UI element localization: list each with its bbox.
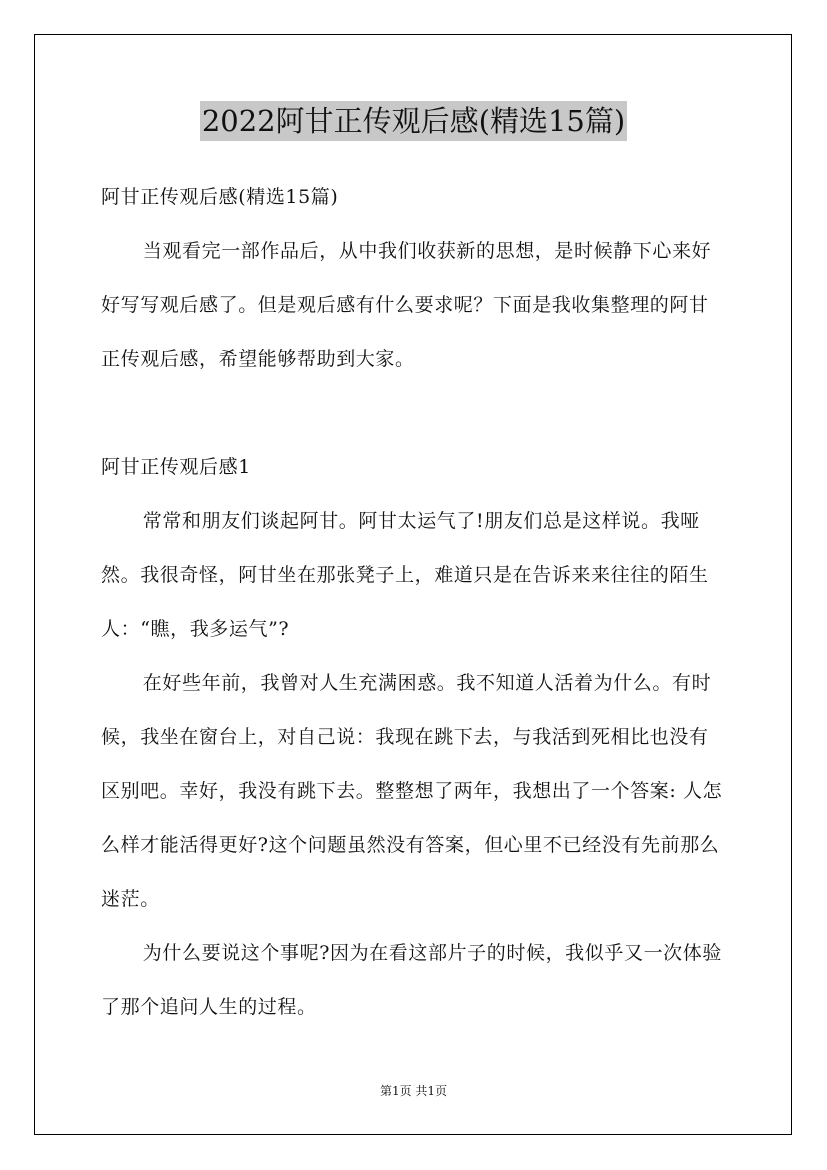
body-paragraph-3: 为什么要说这个事呢?因为在看这部片子的时候，我似乎又一次体验了那个追问人生的过程。: [101, 942, 722, 1018]
title-container: [0, 101, 827, 141]
intro-paragraph: 当观看完一部作品后，从中我们收获新的思想，是时候静下心来好好写写观后感了。但是观后感有什么要求呢？下面是我收集整理的阿甘正传观后感，希望能够帮助到大家。: [101, 240, 712, 370]
page-number: 第1页 共1页: [379, 1084, 448, 1098]
body-paragraph-1: 常常和朋友们谈起阿甘。阿甘太运气了!朋友们总是这样说。我哑然。我很奇怪，阿甘坐在那张凳子上，难道只是在告诉来来往往的陌生人：“瞧，我多运气”?: [101, 510, 709, 640]
body-paragraph-2: 在好些年前，我曾对人生充满困惑。我不知道人活着为什么。有时候，我坐在窗台上，对自己说：我现在跳下去，与我活到死相比也没有区别吧。幸好，我没有跳下去。整整想了两年，我想出了一个答案: 人怎么样才能活得更好?这个问题虽然没有答案，但心里不已经没有先前那么迷茫。: [101, 672, 723, 910]
document-subtitle: 阿甘正传观后感(精选15篇): [101, 186, 339, 208]
document-body: [101, 170, 727, 1034]
section-heading: 阿甘正传观后感1: [101, 456, 251, 478]
section-spacer: [101, 386, 727, 440]
page-footer: [0, 1082, 827, 1100]
document-title: 2022阿甘正传观后感(精选15篇): [200, 101, 627, 141]
